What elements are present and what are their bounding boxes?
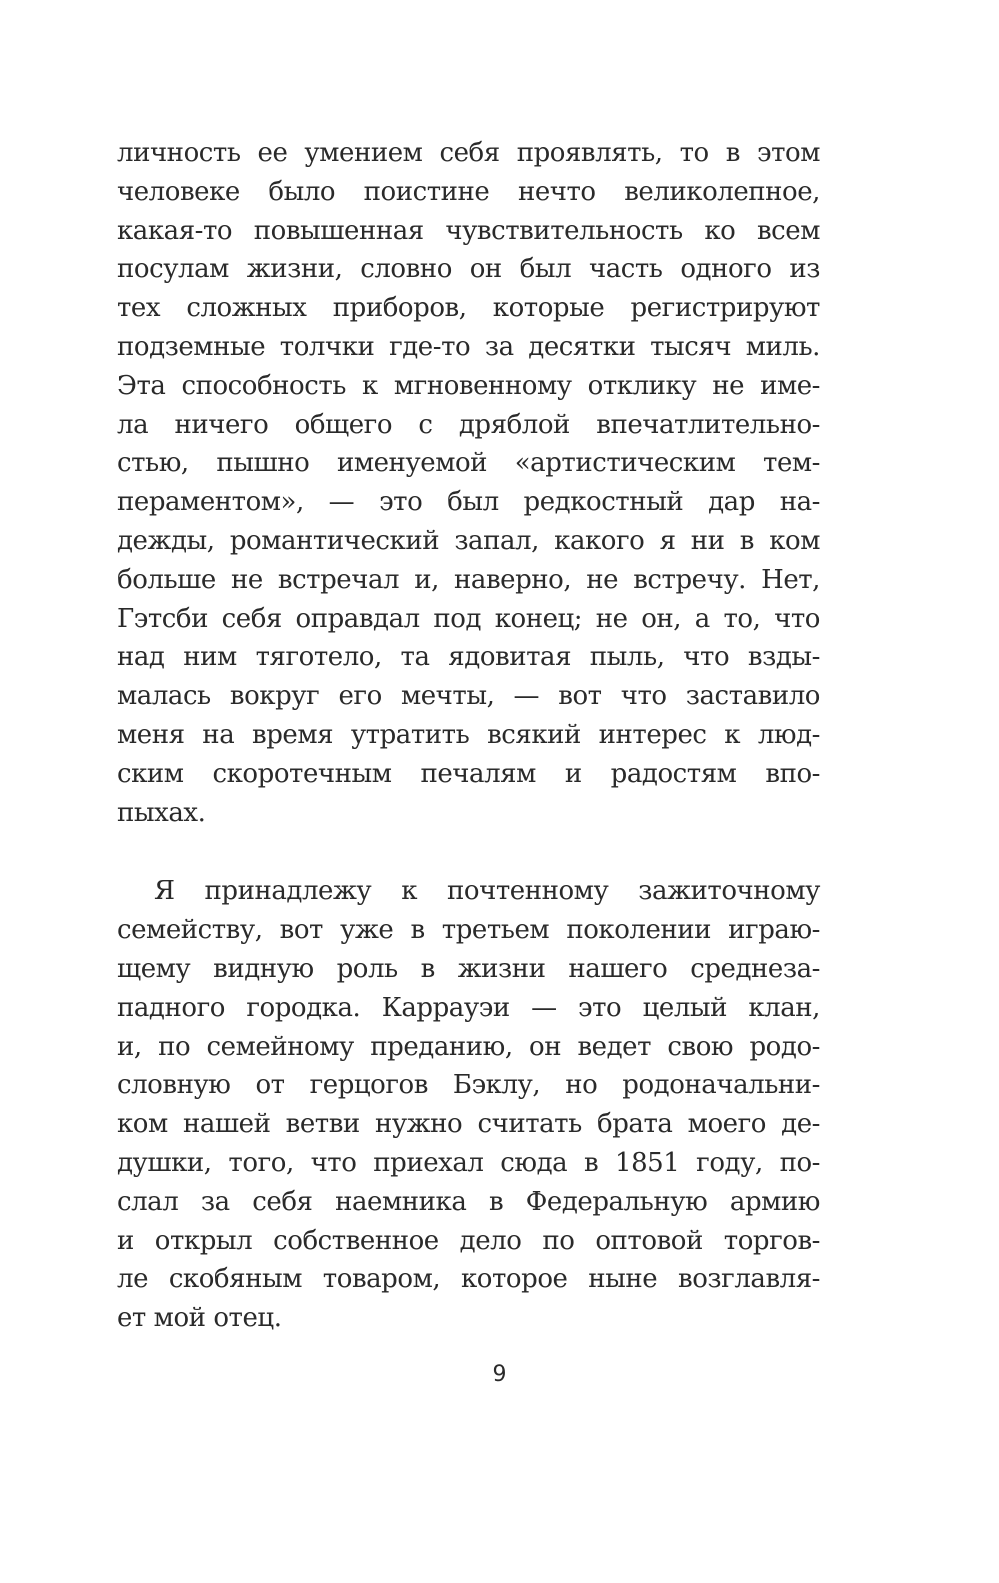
text-line: какая-то повышенная чувствительность ко всем (117, 215, 820, 246)
text-line: больше не встречал и, наверно, не встречу. Нет, (117, 564, 820, 595)
text-line: семейству, вот уже в третьем поколении играю- (117, 915, 820, 946)
text-line: Гэтсби себя оправдал под конец; не он, а то, что (117, 603, 820, 634)
body-text (117, 134, 820, 1338)
text-line: пыхах. (117, 797, 206, 828)
text-line: малась вокруг его мечты, — вот что заставило (117, 681, 820, 712)
paragraph-spacer (117, 832, 820, 872)
text-line: посулам жизни, словно он был часть одного из (117, 254, 820, 285)
paragraph-2 (117, 872, 820, 1338)
text-line: пераментом», — это был редкостный дар на- (117, 487, 820, 518)
paragraph-1 (117, 134, 820, 832)
text-line: словную от герцогов Бэклу, но родоначальни- (117, 1070, 820, 1101)
text-line: ле скобяным товаром, которое ныне возглавля- (117, 1264, 820, 1295)
text-line: над ним тяготело, та ядовитая пыль, что взды- (117, 642, 820, 673)
text-line: слал за себя наемника в Федеральную армию (117, 1186, 820, 1217)
text-line: душки, того, что приехал сюда в 1851 году, по- (117, 1147, 820, 1178)
text-line: ком нашей ветви нужно считать брата моего де- (117, 1109, 820, 1140)
text-line: и открыл собственное дело по оптовой торгов- (117, 1225, 820, 1256)
text-line: Эта способность к мгновенному отклику не име- (117, 370, 820, 401)
page-number: 9 (492, 1362, 507, 1387)
text-line: ет мой отец. (117, 1303, 282, 1334)
text-line: тех сложных приборов, которые регистрируют (117, 293, 820, 324)
text-line: Я принадлежу к почтенному зажиточному (154, 876, 820, 907)
text-line: ла ничего общего с дряблой впечатлительно- (117, 409, 820, 440)
text-line: щему видную роль в жизни нашего среднеза- (117, 953, 820, 984)
text-line: дежды, романтический запал, какого я ни в ком (117, 525, 820, 556)
text-line: и, по семейному преданию, он ведет свою родо- (117, 1031, 820, 1062)
text-line: падного городка. Каррауэи — это целый клан, (117, 992, 820, 1023)
text-line: личность ее умением себя проявлять, то в этом (117, 138, 820, 168)
text-line: меня на время утратить всякий интерес к люд- (117, 719, 820, 750)
text-line: стью, пышно именуемой «артистическим тем- (117, 448, 820, 479)
text-line: подземные толчки где-то за десятки тысяч миль. (117, 331, 820, 362)
text-line: ским скоротечным печалям и радостям впо- (117, 758, 820, 789)
text-line: человеке было поистине нечто великолепное, (117, 176, 820, 207)
